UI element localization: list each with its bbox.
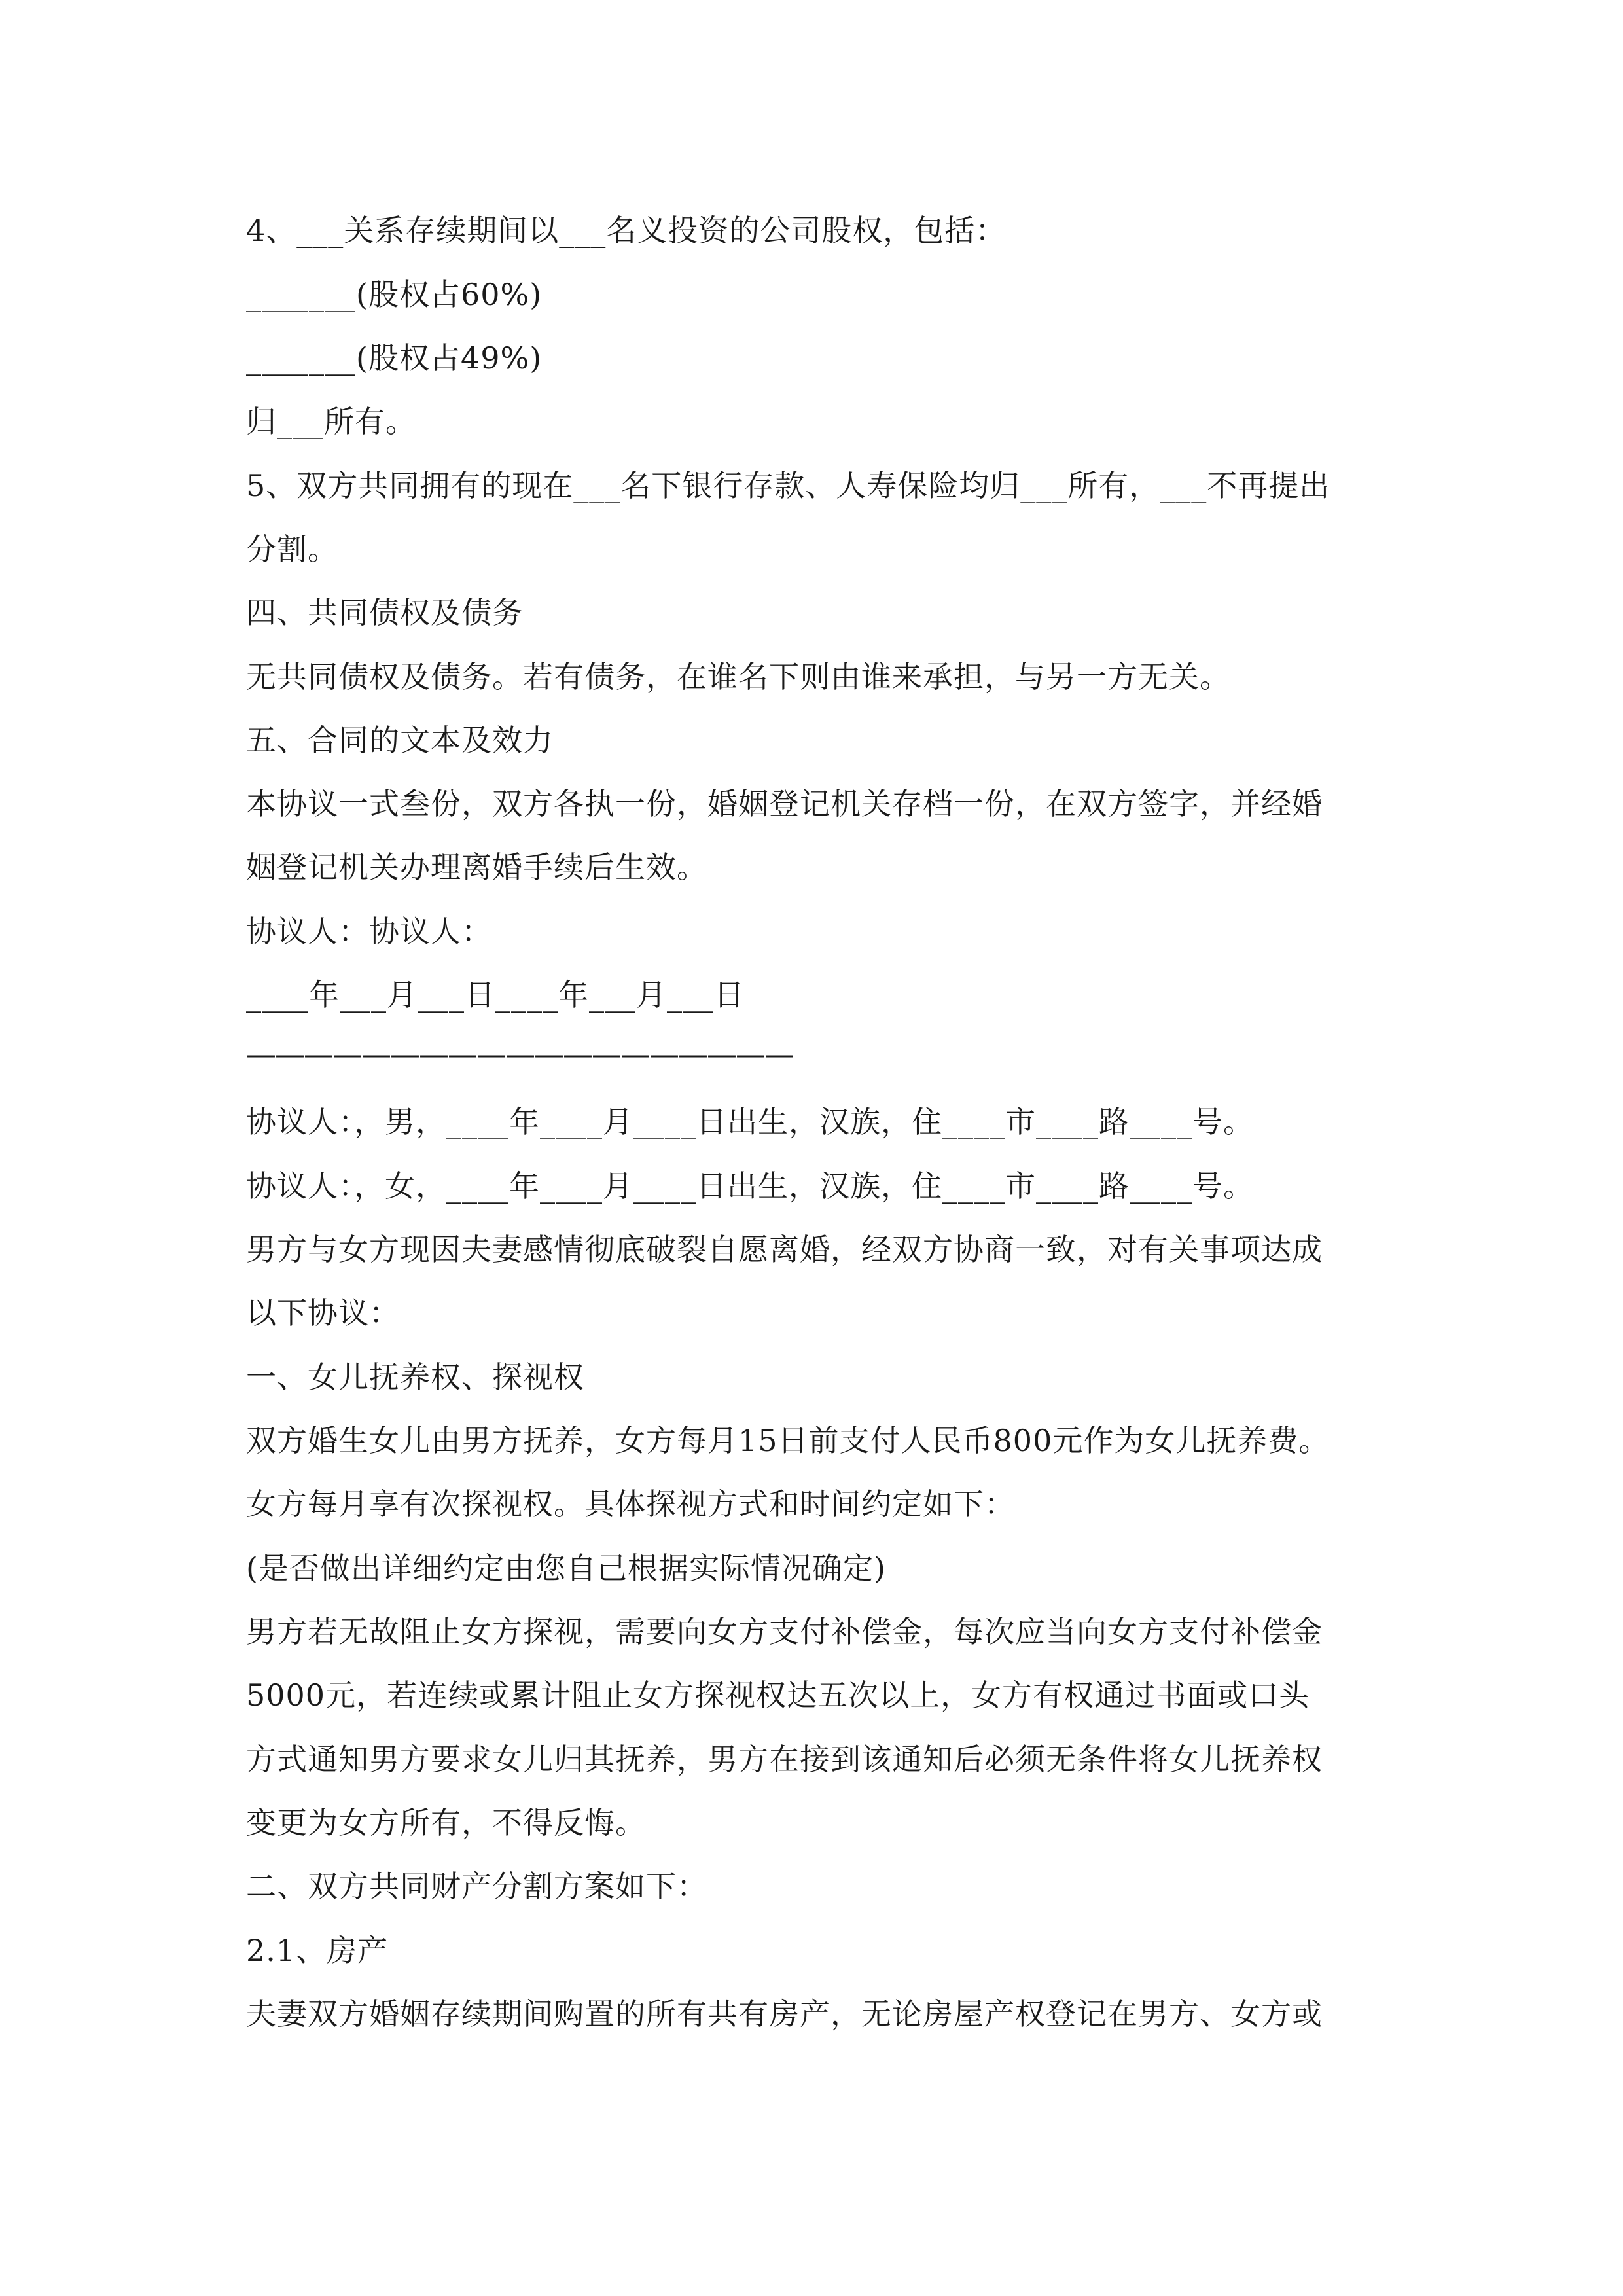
item-4-equity-heading: 4、___关系存续期间以___名义投资的公司股权，包括： bbox=[246, 213, 1007, 248]
equity-60-line: _______(股权占60%) bbox=[246, 277, 543, 312]
copies-paragraph-continuation: 姻登记机关办理离婚手续后生效。 bbox=[246, 850, 707, 885]
section-5-heading: 五、合同的文本及效力 bbox=[246, 723, 554, 758]
compensation-paragraph-2: 5000元，若连续或累计阻止女方探视权达五次以上，女方有权通过书面或口头 bbox=[246, 1677, 1310, 1713]
intro-paragraph-continuation: 以下协议： bbox=[246, 1295, 400, 1331]
party-male-line: 协议人：，男，____年____月____日出生，汉族，住____市____路____号。 bbox=[246, 1104, 1254, 1139]
separator-rule: ——————————————————— bbox=[246, 1036, 793, 1071]
copies-paragraph: 本协议一式叁份，双方各执一份，婚姻登记机关存档一份，在双方签字，并经婚 bbox=[246, 786, 1323, 821]
section-2-heading: 二、双方共同财产分割方案如下： bbox=[246, 1869, 707, 1904]
compensation-paragraph-4: 变更为女方所有，不得反悔。 bbox=[246, 1805, 646, 1840]
item-5-continuation: 分割。 bbox=[246, 531, 338, 567]
compensation-paragraph: 男方若无故阻止女方探视，需要向女方支付补偿金，每次应当向女方支付补偿金 bbox=[246, 1614, 1323, 1649]
signature-dates-line: ____年___月___日____年___月___日 bbox=[246, 977, 745, 1013]
equity-ownership-line: 归___所有。 bbox=[246, 404, 416, 439]
visitation-line: 女方每月享有次探视权。具体探视方式和时间约定如下： bbox=[246, 1486, 1015, 1522]
custody-paragraph: 双方婚生女儿由男方抚养，女方每月15日前支付人民币800元作为女儿抚养费。 bbox=[246, 1423, 1330, 1458]
item-5-deposits-line: 5、双方共同拥有的现在___名下银行存款、人寿保险均归___所有，___不再提出 bbox=[246, 468, 1330, 503]
party-female-line: 协议人：，女，____年____月____日出生，汉族，住____市____路____号。 bbox=[246, 1168, 1254, 1204]
debts-paragraph: 无共同债权及债务。若有债务，在谁名下则由谁来承担，与另一方无关。 bbox=[246, 659, 1230, 694]
visitation-note: (是否做出详细约定由您自己根据实际情况确定) bbox=[246, 1551, 886, 1586]
signatories-line: 协议人：协议人： bbox=[246, 914, 492, 949]
compensation-paragraph-3: 方式通知男方要求女儿归其抚养，男方在接到该通知后必须无条件将女儿抚养权 bbox=[246, 1742, 1323, 1777]
section-4-heading: 四、共同债权及债务 bbox=[246, 595, 523, 630]
subsection-2-1-heading: 2.1、房产 bbox=[246, 1933, 389, 1968]
section-1-heading: 一、女儿抚养权、探视权 bbox=[246, 1359, 584, 1395]
property-paragraph: 夫妻双方婚姻存续期间购置的所有共有房产，无论房屋产权登记在男方、女方或 bbox=[246, 1996, 1323, 2032]
intro-paragraph: 男方与女方现因夫妻感情彻底破裂自愿离婚，经双方协商一致，对有关事项达成 bbox=[246, 1232, 1323, 1267]
equity-49-line: _______(股权占49%) bbox=[246, 340, 543, 376]
